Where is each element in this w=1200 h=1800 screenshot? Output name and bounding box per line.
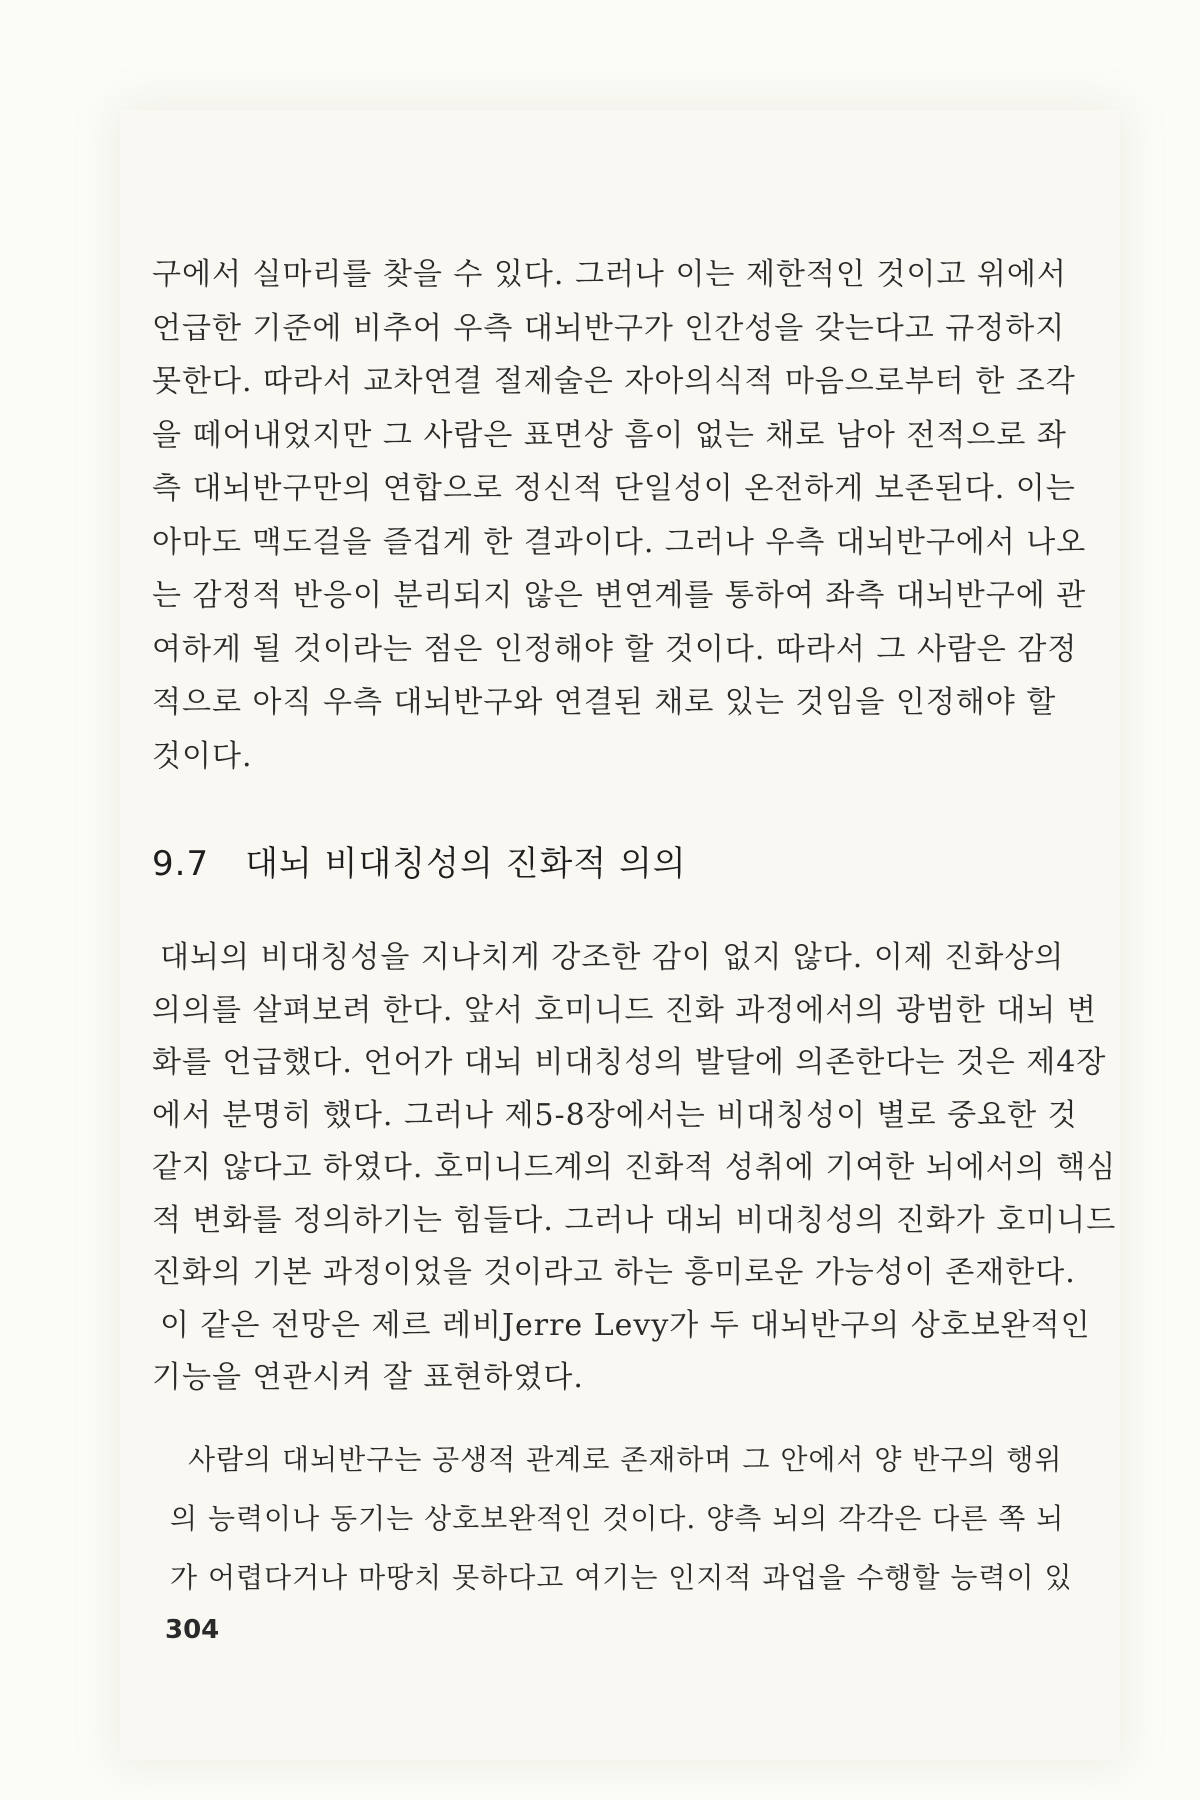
text-line: 을 떼어내었지만 그 사람은 표면상 흠이 없는 채로 남아 전적으로 좌 bbox=[152, 417, 1067, 453]
text-line: 언급한 기준에 비추어 우측 대뇌반구가 인간성을 갖는다고 규정하지 bbox=[152, 310, 1066, 346]
quote-line: 사람의 대뇌반구는 공생적 관계로 존재하며 그 안에서 양 반구의 행위 bbox=[188, 1443, 1063, 1476]
text-line: 못한다. 따라서 교차연결 절제술은 자아의식적 마음으로부터 한 조각 bbox=[152, 364, 1076, 399]
text-line: 아마도 맥도걸을 즐겁게 한 결과이다. 그러나 우측 대뇌반구에서 나오 bbox=[152, 524, 1087, 560]
quote-line: 의 능력이나 동기는 상호보완적인 것이다. 양측 뇌의 각각은 다른 쪽 뇌 bbox=[170, 1502, 1065, 1535]
quote-line: 가 어렵다거나 마땅치 못하다고 여기는 인지적 과업을 수행할 능력이 있 bbox=[170, 1561, 1073, 1594]
text-line: 것이다. bbox=[152, 738, 253, 774]
text-line: 여하게 될 것이라는 점은 인정해야 할 것이다. 따라서 그 사람은 감정 bbox=[152, 631, 1078, 667]
text-line: 이 같은 전망은 제르 레비Jerre Levy가 두 대뇌반구의 상호보완적인 bbox=[160, 1307, 1091, 1343]
block-quote bbox=[170, 1430, 1073, 1607]
section-title: 대뇌 비대칭성의 진화적 의의 bbox=[245, 844, 687, 884]
text-line: 는 감정적 반응이 분리되지 않은 변연계를 통하여 좌측 대뇌반구에 관 bbox=[152, 578, 1087, 613]
text-line: 같지 않다고 하였다. 호미니드계의 진화적 성취에 기여한 뇌에서의 핵심 bbox=[152, 1150, 1117, 1185]
text-line: 기능을 연관시켜 잘 표현하였다. bbox=[152, 1360, 584, 1395]
paragraph-continued bbox=[152, 248, 1087, 783]
text-line: 적으로 아직 우측 대뇌반구와 연결된 채로 있는 것임을 인정해야 할 bbox=[152, 685, 1057, 720]
section-number: 9.7 bbox=[152, 844, 210, 884]
text-line: 구에서 실마리를 찾을 수 있다. 그러나 이는 제한적인 것이고 위에서 bbox=[152, 257, 1067, 292]
text-line: 측 대뇌반구만의 연합으로 정신적 단일성이 온전하게 보존된다. 이는 bbox=[152, 471, 1076, 506]
text-line: 진화의 기본 과정이었을 것이라고 하는 흥미로운 가능성이 존재한다. bbox=[152, 1255, 1076, 1290]
text-line: 화를 언급했다. 언어가 대뇌 비대칭성의 발달에 의존한다는 것은 제4장 bbox=[152, 1045, 1107, 1080]
text-line: 의의를 살펴보려 한다. 앞서 호미니드 진화 과정에서의 광범한 대뇌 변 bbox=[152, 992, 1097, 1028]
section-heading bbox=[152, 836, 687, 885]
section-body-paragraph bbox=[152, 932, 1117, 1405]
text-line: 적 변화를 정의하기는 힘들다. 그러나 대뇌 비대칭성의 진화가 호미니드 bbox=[152, 1202, 1117, 1238]
text-line: 에서 분명히 했다. 그러나 제5-8장에서는 비대칭성이 별로 중요한 것 bbox=[152, 1097, 1078, 1133]
text-line: 대뇌의 비대칭성을 지나치게 강조한 감이 없지 않다. 이제 진화상의 bbox=[160, 940, 1065, 975]
page-number: 304 bbox=[165, 1615, 220, 1645]
